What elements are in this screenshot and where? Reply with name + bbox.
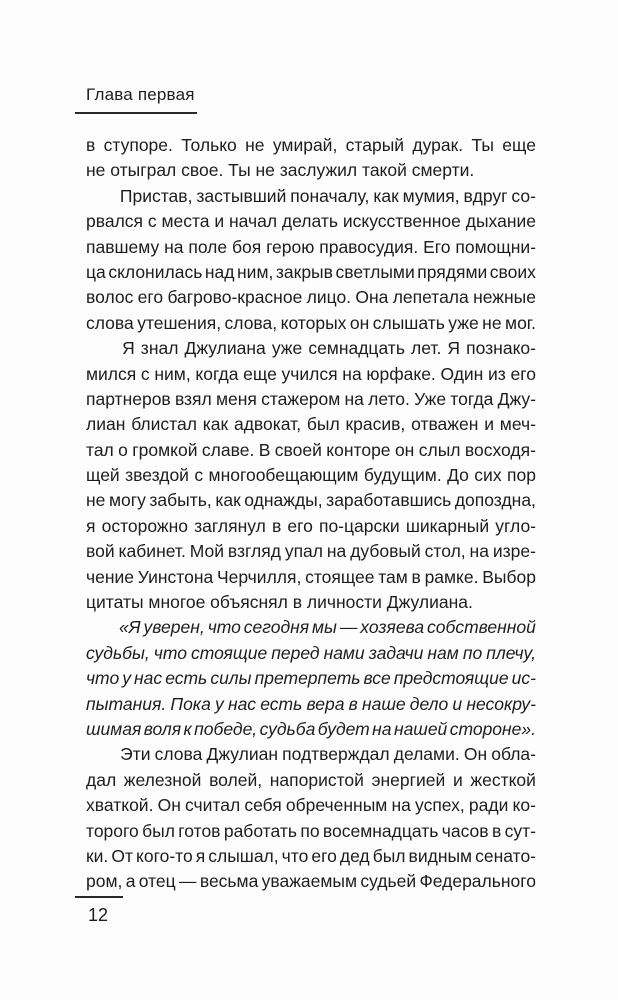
- text-line: «Я уверен, что сегодня мы — хозяева собственной: [118, 617, 536, 638]
- text-line: пытания. Пока у нас есть вера в наше дело и несокру-: [86, 693, 536, 714]
- text-line: в ступоре. Только не умирай, старый дурак. Ты еще: [86, 135, 536, 155]
- text-line: хваткой. Он считал себя обреченным на успех, ради ко-: [86, 795, 536, 816]
- text-line: ки. От кого-то я слышал, что его дед был видным сенато-: [86, 845, 536, 866]
- text-line: ца склонилась над ним, закрыв светлыми прядями своих: [86, 261, 536, 282]
- chapter-rule: [75, 112, 197, 114]
- text-line: лиан блистал как адвокат, был красив, отважен и меч-: [86, 414, 536, 435]
- text-line: Эти слова Джулиан подтверждал делами. Он обла-: [120, 744, 536, 765]
- chapter-heading: Глава первая: [86, 85, 195, 104]
- text-line: я осторожно заглянул в его по-царски шикарный угло-: [86, 515, 536, 536]
- text-line: Пристав, застывший поначалу, как мумия, вдруг со-: [119, 185, 536, 206]
- page-body: [86, 133, 536, 895]
- text-line: вой кабинет. Мой взгляд упал на дубовый стол, на изре-: [86, 541, 536, 562]
- paragraph: [86, 133, 536, 184]
- text-line: не могу забыть, как однажды, заработавшись допоздна,: [86, 490, 536, 511]
- text-line: щей звездой с многообещающим будущим. До сих пор: [86, 465, 536, 486]
- text-line: волос его багрово-красное лицо. Она лепетала нежные: [86, 287, 536, 308]
- footer-rule: [75, 896, 123, 898]
- paragraph: [86, 336, 536, 615]
- text-line: тал о громкой славе. В своей конторе он слыл восходя-: [86, 439, 536, 460]
- text-line: чение Уинстона Черчилля, стоящее там в рамке. Выбор: [86, 566, 536, 587]
- text-line: павшему на поле боя герою правосудия. Его помощни-: [86, 236, 536, 257]
- running-head: [86, 85, 536, 114]
- text-line: слова утешения, слова, которых он слышать уже не мог.: [86, 312, 536, 333]
- page-footer: [86, 896, 536, 926]
- text-line: ром, а отец — весьма уважаемым судьей Федерального: [86, 871, 536, 892]
- text-line: цитаты многое объяснял в личности Джулиана.: [86, 592, 473, 613]
- text-line: мился с ним, когда еще учился на юрфаке. Один из его: [86, 363, 536, 384]
- text-line: не отыграл свое. Ты не заслужил такой смерти.: [86, 160, 475, 181]
- text-line: партнеров взял меня стажером на лето. Уже тогда Джу-: [86, 388, 536, 409]
- page-content: [86, 85, 536, 926]
- text-line: рвался с места и начал делать искусственное дыхание: [86, 211, 536, 232]
- paragraph: [86, 615, 536, 742]
- paragraph: [86, 742, 536, 894]
- text-line: Я знал Джулиана уже семнадцать лет. Я познако-: [122, 338, 536, 359]
- page-number: 12: [88, 904, 109, 925]
- text-line: судьбы, что стоящие перед нами задачи нам по плечу,: [86, 642, 536, 663]
- text-line: дал железной волей, напористой энергией и жесткой: [86, 769, 536, 790]
- text-line: торого был готов работать по восемнадцать часов в сут-: [86, 820, 536, 841]
- text-line: шимая воля к победе, судьба будет на нашей стороне».: [86, 718, 536, 739]
- text-line: что у нас есть силы претерпеть все предстоящие ис-: [86, 668, 536, 689]
- paragraph: [86, 184, 536, 336]
